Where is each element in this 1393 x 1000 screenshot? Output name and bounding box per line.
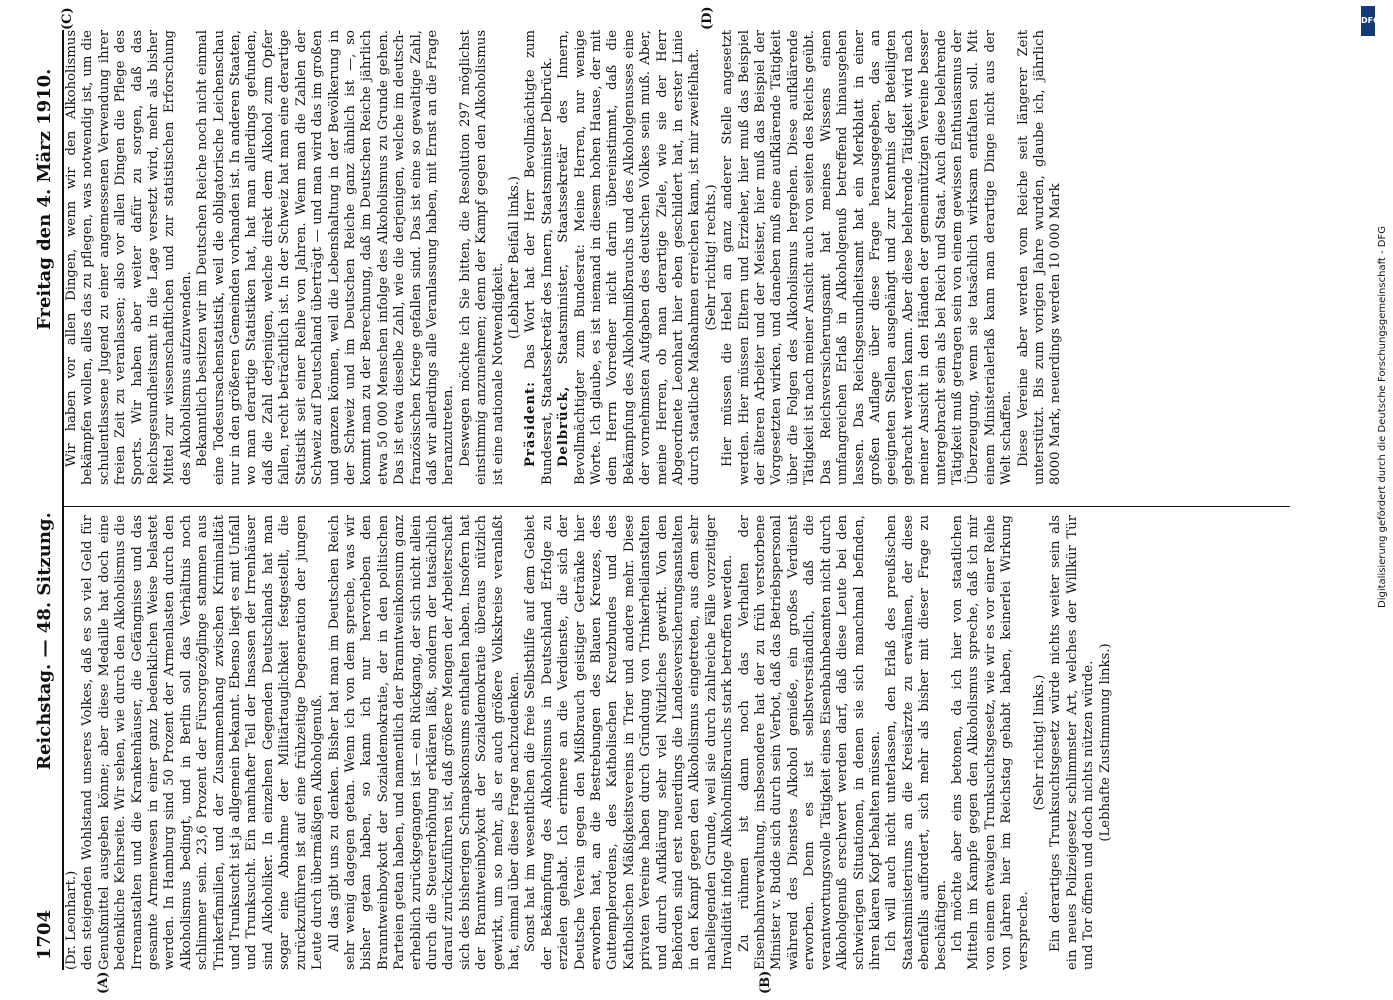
column-divider xyxy=(64,506,1290,507)
page-header xyxy=(28,30,64,970)
paragraph: All das gibt uns zu denken. Bisher hat man im Deutschen Reich sehr wenig dagegen getan. Wenn ich von dem spreche, was wir bisher getan haben, so kann ich nur hervorheben den Branntweinboykott der Sozialdemokratie, der in den politischen Parteien getan haben, und namentlich der Branntweinkonsum ganz erheblich zurückgegangen ist — ein Rückgang, der sich nicht allein durch die Steuererhöhung erklären läßt, sondern der tatsächlich darauf zurückzuführen ist, daß größere Mengen der Arbeiterschaft sich des bisherigen Schnapskonsums enthalten haben. Insofern hat der Branntweinboykott der Sozialdemokratie überaus nützlich gewirkt, um so mehr, als er auch größere Volkskreise veranlaßt hat, einmal über diese Frage nachzudenken. xyxy=(326,515,522,970)
speaker-paragraph xyxy=(523,30,556,485)
session-date: Freitag den 4. März 1910. xyxy=(34,68,55,330)
session-title: Reichstag. — 48. Sitzung. xyxy=(34,512,55,770)
paragraph: Sonst hat im wesentlichen die freie Selbsthilfe auf dem Gebiet der Bekämpfung des Alkoholismus in Deutschland Erfolge zu erzielen gehabt. Ich erinnere an die Verdienste, die sich der Deutsche Verein gegen den Mißbrauch geistiger Getränke hier erworben hat, an die Bestrebungen des Blauen Kreuzes, des Guttemplerordens, des Katholischen Kreuzbundes und des Katholischen Mäßigkeitsvereins in Trier und andere mehr. Diese privaten Vereine haben durch Gründung von Trinkerheilanstalten und durch Aufklärung sehr viel Nützliches gewirkt. Von den Behörden sind erst neuerdings die Landesversicherungsanstalten in den Kampf gegen den Alkoholismus eingetreten, aus dem sehr naheliegenden Grunde, weil sie durch zahlreiche Fälle vorzeitiger Invalidität infolge Alkoholmißbrauchs stark betroffen werden. xyxy=(523,515,736,970)
paragraph: Deswegen möchte ich Sie bitten, die Resolution 297 möglichst einstimmig anzunehmen; denn der Kampf gegen den Alkoholismus ist eine nationale Notwendigkeit. xyxy=(457,30,506,485)
speaker-name: Delbrück, xyxy=(556,385,572,467)
paragraph: den steigenden Wohlstand unseres Volkes, daß es so viel Geld für Genußmittel ausgeben könne; aber diese Medaille hat doch eine bedenkliche Kehrseite. Wir sehen, wie durch den Alkoholismus die Irrenanstalten und die Krankenhäuser, die Gefängnisse und das gesamte Armenwesen in einer ganz bedenklichen Weise belastet werden. In Hamburg sind 50 Prozent der Armenlasten durch den Alkoholismus bedingt, und in Berlin soll das Verhältnis noch schlimmer sein. 23,6 Prozent der Fürsorgezöglinge stammen aus Trinkerfamilien, und der Zusammenhang zwischen Kriminalität und Trunksucht ist ja allgemein bekannt. Ebenso liegt es mit Unfall und Trunksucht. Ein namhafter Teil der Insassen der Irrenhäuser sind Alkoholiker. In einzelnen Gegenden Deutschlands hat man sogar eine Abnahme der Militärtauglichkeit festgestellt, die zurückzuführen ist auf eine frühzeitige Degeneration der jungen Leute durch übermäßigen Alkoholgenuß. xyxy=(80,515,326,970)
paragraph: Ich möchte aber eins betonen, da ich hier von staatlichen Mitteln im Kampfe gegen den Alkoholismus spreche, daß ich mir von einem etwaigen Trunksuchtsgesetz, wie wir es vor einer Reihe von Jahren hier im Reichstag gehabt haben, keinerlei Wirkung verspreche. xyxy=(949,515,1031,970)
page-number: 1704 xyxy=(34,909,55,960)
paragraph: Diese Vereine aber werden vom Reiche seit längerer Zeit unterstützt. Bis zum vorigen Jahre wurden, glaube ich, jährlich 8000 Mark, neuerdings werden 10 000 Mark xyxy=(1015,30,1064,485)
interjection: (Sehr richtig! rechts.) xyxy=(703,184,719,331)
paragraph: Ein derartiges Trunksuchtsgesetz würde nichts weiter sein als ein neues Polizeigesetz schlimmster Art, welches der Willkür Tür und Tor öffnen und doch nichts nützen würde. xyxy=(1048,515,1097,970)
interjection: (Sehr richtig! links.) xyxy=(1031,674,1047,811)
paragraph: Bekanntlich besitzen wir im Deutschen Reiche noch nicht einmal eine Todesursachenstatistik, weil die obligatorische Leichenschau nur in den größeren Gemeinden vorhanden ist. In anderen Staaten, wo man derartige Statistiken hat, hat man allerdings gefunden, daß die Zahl derjenigen, welche direkt dem Alkohol zum Opfer fallen, recht beträchtlich ist. In der Schweiz hat man eine derartige Statistik seit einer Reihe von Jahren. Wenn man die Zahlen der Schweiz auf Deutschland überträgt — und man wird das im großen und ganzen können, weil die Lebenshaltung in der Bevölkerung in der Schweiz und im Deutschen Reiche ganz ähnlich ist —, so kommt man zu der Berechnung, daß im Deutschen Reiche jährlich etwa 50 000 Menschen infolge des Alkoholismus zu Grunde gehen. Das ist etwa dieselbe Zahl, wie die derjenigen, welche im deutsch-französischen Kriege gefallen sind. Das ist eine so gewaltige Zahl, daß wir allerdings alle Veranlassung haben, mit Ernst an die Frage heranzutreten. xyxy=(195,30,457,485)
interjection: (Lebhafte Zustimmung links.) xyxy=(1097,643,1113,842)
speaker-text: Das Wort hat der Herr Bevollmächtigte zum Bundesrat, Staatssekretär des Innern, Staatsminister Delbrück. xyxy=(523,30,555,485)
margin-mark-d: (D) xyxy=(700,6,715,30)
paragraph: Ich will auch nicht unterlassen, den Erlaß des preußischen Staatsministeriums an die Kreisärzte zu erwähnen, der diese ebenfalls auffordert, sich mehr als bisher mit dieser Frage zu beschäftigen. xyxy=(884,515,949,970)
paragraph: Wir haben vor allen Dingen, wenn wir den Alkoholismus bekämpfen wollen, alles das zu pflegen, was notwendig ist, um die schulentlassene Jugend zu einer angemessenen Verwendung ihrer freien Zeit zu veranlassen; also vor allen Dingen die Pflege des Sports. Wir haben aber weiter dafür zu sorgen, daß das Reichsgesundheitsamt in die Lage versetzt wird, mehr als bisher Mittel zur wissenschaftlichen und zur statistischen Erforschung des Alkoholismus aufzuwenden. xyxy=(64,30,194,485)
speaker-reference: (Dr. Leonhart.) xyxy=(64,870,79,970)
margin-mark-b: (B) xyxy=(758,970,773,994)
speaker-text: Staatsminister, Staatssekretär des Innern, Bevollmächtigter zum Bundesrat: Meine Herren, nur wenige Worte. Ich glaube, es ist niemand in diesem hohen Hause, der mit dem Herrn Vorredner nicht darin übereinstimmt, daß die Bekämpfung des Alkoholmißbrauchs und des Alkoholgenusses eine der vornehmsten Aufgaben des deutschen Volkes sein muß. Aber, meine Herren, ob man derartige Ziele, wie sie der Herr Abgeordnete Leonhart hier eben geschildert hat, in erster Linie durch staatliche Maßnahmen erreichen kann, ist mir zweifelhaft. xyxy=(556,30,703,485)
digitization-credit xyxy=(1359,8,1388,628)
speaker-name: Präsident: xyxy=(523,380,539,467)
paragraph: Zu rühmen ist dann noch das Verhalten der Eisenbahnverwaltung, insbesondere hat der zu früh verstorbene Minister v. Budde sich durch sein Verbot, daß das Betriebspersonal während des Dienstes Alkohol genieße, ein großes Verdienst erworben. Denn es ist selbstverständlich, daß die verantwortungsvolle Tätigkeit eines Eisenbahnbeamten nicht durch Alkoholgenuß erschwert werden darf, daß diese Leute bei den schwierigen Situationen, in denen sie sich manchmal befinden, ihren klaren Kopf behalten müssen. xyxy=(736,515,883,970)
paragraph: Hier müssen die Hebel an ganz anderer Stelle angesetzt werden. Hier müssen Eltern und Erzieher, hier muß das Beispiel der älteren Arbeiter und der Meister, hier muß das Beispiel der Vorgesetzten wirken, und daneben muß eine aufklärende Tätigkeit über die Folgen des Alkoholismus hergehen. Diese aufklärende Tätigkeit ist nach meiner Ansicht auch von seiten des Reichs geübt. Das Reichsversicherungsamt hat meines Wissens einen umfangreichen Erlaß in Alkoholgenuß betreffend hinausgehen lassen. Das Reichsgesundheitsamt hat ein Merkblatt in einer großen Auflage über diese Frage herausgegeben, das an geeigneten Stellen ausgehängt und zur Kenntnis der Beteiligten gebracht werden kann. Aber diese belehrende Tätigkeit wird nach meiner Ansicht in den Händen der gemeinnützigen Vereine besser untergebracht sein als bei Reich und Staat. Auch diese belehrende Tätigkeit muß getragen sein von einem gewissen Enthusiasmus der Überzeugung, wenn sie tatsächlich wirksam entfalten soll. Mit einem Ministerialerlaß kann man derartige Dinge nicht aus der Welt schaffen. xyxy=(720,30,1015,485)
dfg-logo: DFG xyxy=(1361,6,1375,36)
right-column xyxy=(64,30,1290,485)
speaker-paragraph xyxy=(556,30,704,485)
left-column xyxy=(64,515,1290,970)
margin-mark-a: (A) xyxy=(96,971,111,994)
credit-text: Digitalisierung gefördert durch die Deutsche Forschungsgemeinschaft - DFG xyxy=(1377,225,1388,608)
interjection: (Lebhafter Beifall links.) xyxy=(506,175,522,340)
margin-mark-c: (C) xyxy=(60,7,75,30)
